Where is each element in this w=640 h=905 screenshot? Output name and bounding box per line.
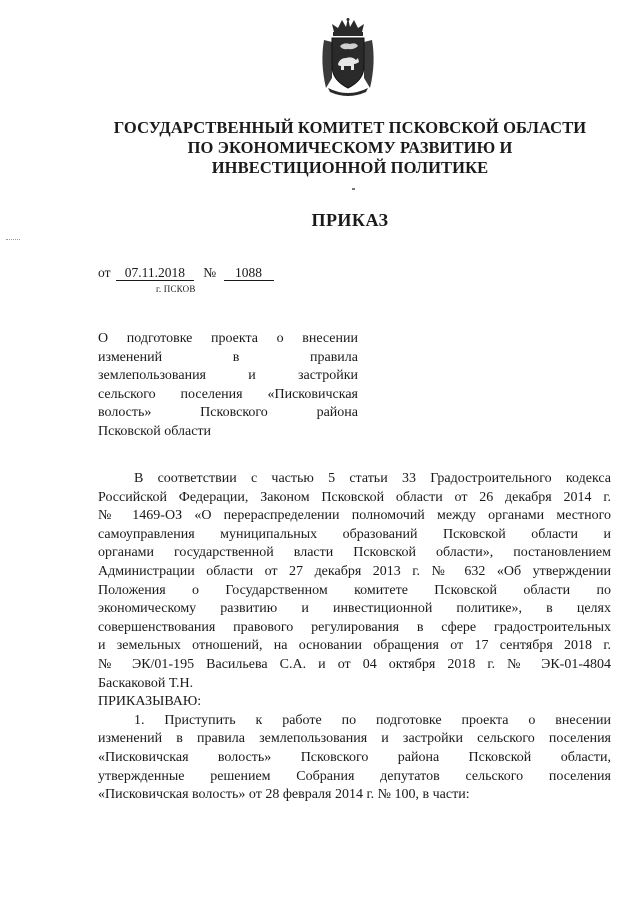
organization-title (60, 118, 640, 178)
item-line: «Писковичская волость» от 28 февраля 2014 г. № 100, в части: (98, 787, 470, 803)
coat-of-arms-graphic (318, 18, 378, 96)
scan-speck (352, 188, 355, 190)
preamble-line: № ЭК/01-195 Васильева С.А. и от 04 октября 2018 г. № ЭК-01-4804 (98, 656, 611, 672)
preamble-line: и земельных отношений, на основании обращения от 17 сентября 2018 г. (98, 638, 611, 654)
preamble-line: № 1469-ОЗ «О перераспределении полномочий между органами местного (98, 508, 611, 524)
scan-mark (6, 239, 20, 242)
preamble-line: Администрации области от 27 декабря 2013 г. № 632 «Об утверждении (98, 563, 611, 579)
item-line: изменений в правила землепользования и застройки сельского поселения (98, 731, 611, 747)
preamble-line: Баскаковой Т.Н. (98, 675, 194, 691)
subject-block (98, 330, 358, 441)
document-number: 1088 (224, 266, 274, 281)
document-type-heading: ПРИКАЗ (311, 210, 389, 230)
subject-line: Псковской области (98, 423, 212, 439)
preamble-line: В соответствии с частью 5 статьи 33 Градостроительного кодекса (134, 471, 611, 486)
subject-line: изменений в правила (98, 349, 358, 365)
document-date: 07.11.2018 (116, 266, 194, 281)
preamble-line: совершенствования правового регулирования в сфере градостроительных (98, 619, 611, 635)
preamble-line: экономическому развитию и инвестиционной политике», в целях (98, 601, 611, 617)
item-line: 1. Приступить к работе по подготовке проекта о внесении (134, 712, 611, 728)
subject-line: землепользования и застройки (98, 368, 358, 383)
number-label: № (203, 265, 217, 280)
item-line: утвержденные решением Собрания депутатов сельского поселения (98, 768, 611, 784)
org-title-line: ГОСУДАРСТВЕННЫЙ КОМИТЕТ ПСКОВСКОЙ ОБЛАСТИ (113, 118, 587, 137)
pskov-coat-of-arms-icon (318, 18, 378, 96)
document-body (98, 470, 611, 805)
org-title-line: ИНВЕСТИЦИОННОЙ ПОЛИТИКЕ (211, 158, 489, 177)
subject-line: сельского поселения «Писковичская (98, 386, 358, 402)
preamble-line: Российской Федерации, Законом Псковской области от 26 декабря 2014 г. (98, 489, 611, 505)
order-word: ПРИКАЗЫВАЮ: (98, 694, 202, 710)
org-title-line: ПО ЭКОНОМИЧЕСКОМУ РАЗВИТИЮ И (187, 138, 513, 157)
subject-line: волость» Псковского района (98, 405, 358, 420)
preamble-line: Положения о Государственном комитете Псковской области по (98, 582, 611, 598)
subject-line: О подготовке проекта о внесении (98, 331, 358, 346)
item-line: «Писковичская волость» Псковского района Псковской области, (98, 749, 611, 765)
city-label: г. ПСКОВ (156, 284, 196, 294)
date-number-line (98, 265, 274, 281)
preamble-line: органами государственной власти Псковской области», постановлением (98, 545, 611, 561)
preamble-line: самоуправления муниципальных образований Псковской области и (98, 526, 611, 542)
from-label: от (98, 265, 111, 280)
